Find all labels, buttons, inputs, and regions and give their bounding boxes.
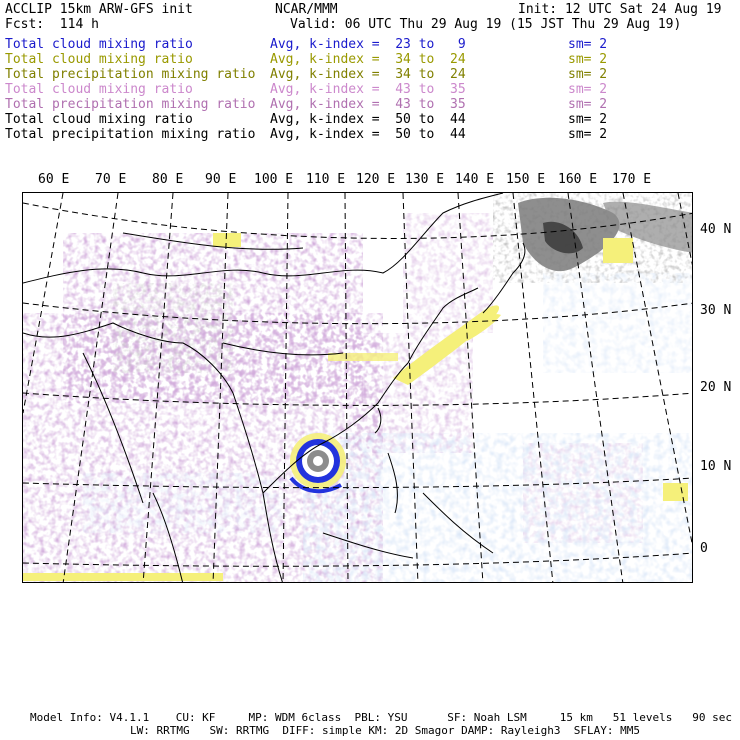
longitude-label: 170 E: [612, 172, 652, 187]
model-info-line1: Model Info: V4.1.1 CU: KF MP: WDM 6class PBL: YSU SF: Noah LSM 15 km 51 levels 90 sec: [30, 711, 732, 724]
legend-field-name: Total precipitation mixing ratio: [5, 67, 256, 82]
legend-smoothing: sm= 2: [568, 127, 608, 142]
longitude-label: 120 E: [356, 172, 396, 187]
legend-smoothing: sm= 2: [568, 97, 608, 112]
legend-field-name: Total cloud mixing ratio: [5, 52, 193, 67]
legend-k-index-range: Avg, k-index = 50 to 44: [270, 127, 466, 142]
legend-k-index-range: Avg, k-index = 50 to 44: [270, 112, 466, 127]
longitude-label: 110 E: [306, 172, 346, 187]
legend-k-index-range: Avg, k-index = 43 to 35: [270, 82, 466, 97]
model-title: ACCLIP 15km ARW-GFS init: [5, 2, 193, 17]
longitude-label: 130 E: [405, 172, 445, 187]
longitude-label: 140 E: [455, 172, 495, 187]
longitude-label: 80 E: [152, 172, 184, 187]
longitude-label: 70 E: [95, 172, 127, 187]
legend-field-name: Total cloud mixing ratio: [5, 112, 193, 127]
map-canvas: [23, 193, 693, 583]
longitude-label: 100 E: [254, 172, 294, 187]
legend-smoothing: sm= 2: [568, 37, 608, 52]
legend-field-name: Total cloud mixing ratio: [5, 37, 193, 52]
longitude-label: 90 E: [205, 172, 237, 187]
legend-field-name: Total cloud mixing ratio: [5, 82, 193, 97]
forecast-hour: Fcst: 114 h: [5, 17, 99, 32]
longitude-label: 160 E: [558, 172, 598, 187]
legend-smoothing: sm= 2: [568, 52, 608, 67]
organization-label: NCAR/MMM: [275, 2, 338, 17]
legend-k-index-range: Avg, k-index = 34 to 24: [270, 52, 466, 67]
legend-field-name: Total precipitation mixing ratio: [5, 127, 256, 142]
latitude-label: 20 N: [700, 380, 732, 395]
legend-k-index-range: Avg, k-index = 43 to 35: [270, 97, 466, 112]
latitude-label: 40 N: [700, 222, 732, 237]
legend-smoothing: sm= 2: [568, 112, 608, 127]
valid-time: Valid: 06 UTC Thu 29 Aug 19 (15 JST Thu 29 Aug 19): [290, 17, 682, 32]
longitude-label: 60 E: [38, 172, 70, 187]
legend-k-index-range: Avg, k-index = 34 to 24: [270, 67, 466, 82]
longitude-label: 150 E: [506, 172, 546, 187]
model-info-line2: LW: RRTMG SW: RRTMG DIFF: simple KM: 2D Smagor DAMP: Rayleigh3 SFLAY: MM5: [130, 724, 640, 737]
forecast-map: [22, 192, 693, 583]
latitude-label: 0: [700, 541, 708, 556]
legend-field-name: Total precipitation mixing ratio: [5, 97, 256, 112]
init-time: Init: 12 UTC Sat 24 Aug 19: [518, 2, 722, 17]
legend-smoothing: sm= 2: [568, 67, 608, 82]
latitude-label: 30 N: [700, 303, 732, 318]
legend-smoothing: sm= 2: [568, 82, 608, 97]
latitude-label: 10 N: [700, 459, 732, 474]
legend-k-index-range: Avg, k-index = 23 to 9: [270, 37, 466, 52]
